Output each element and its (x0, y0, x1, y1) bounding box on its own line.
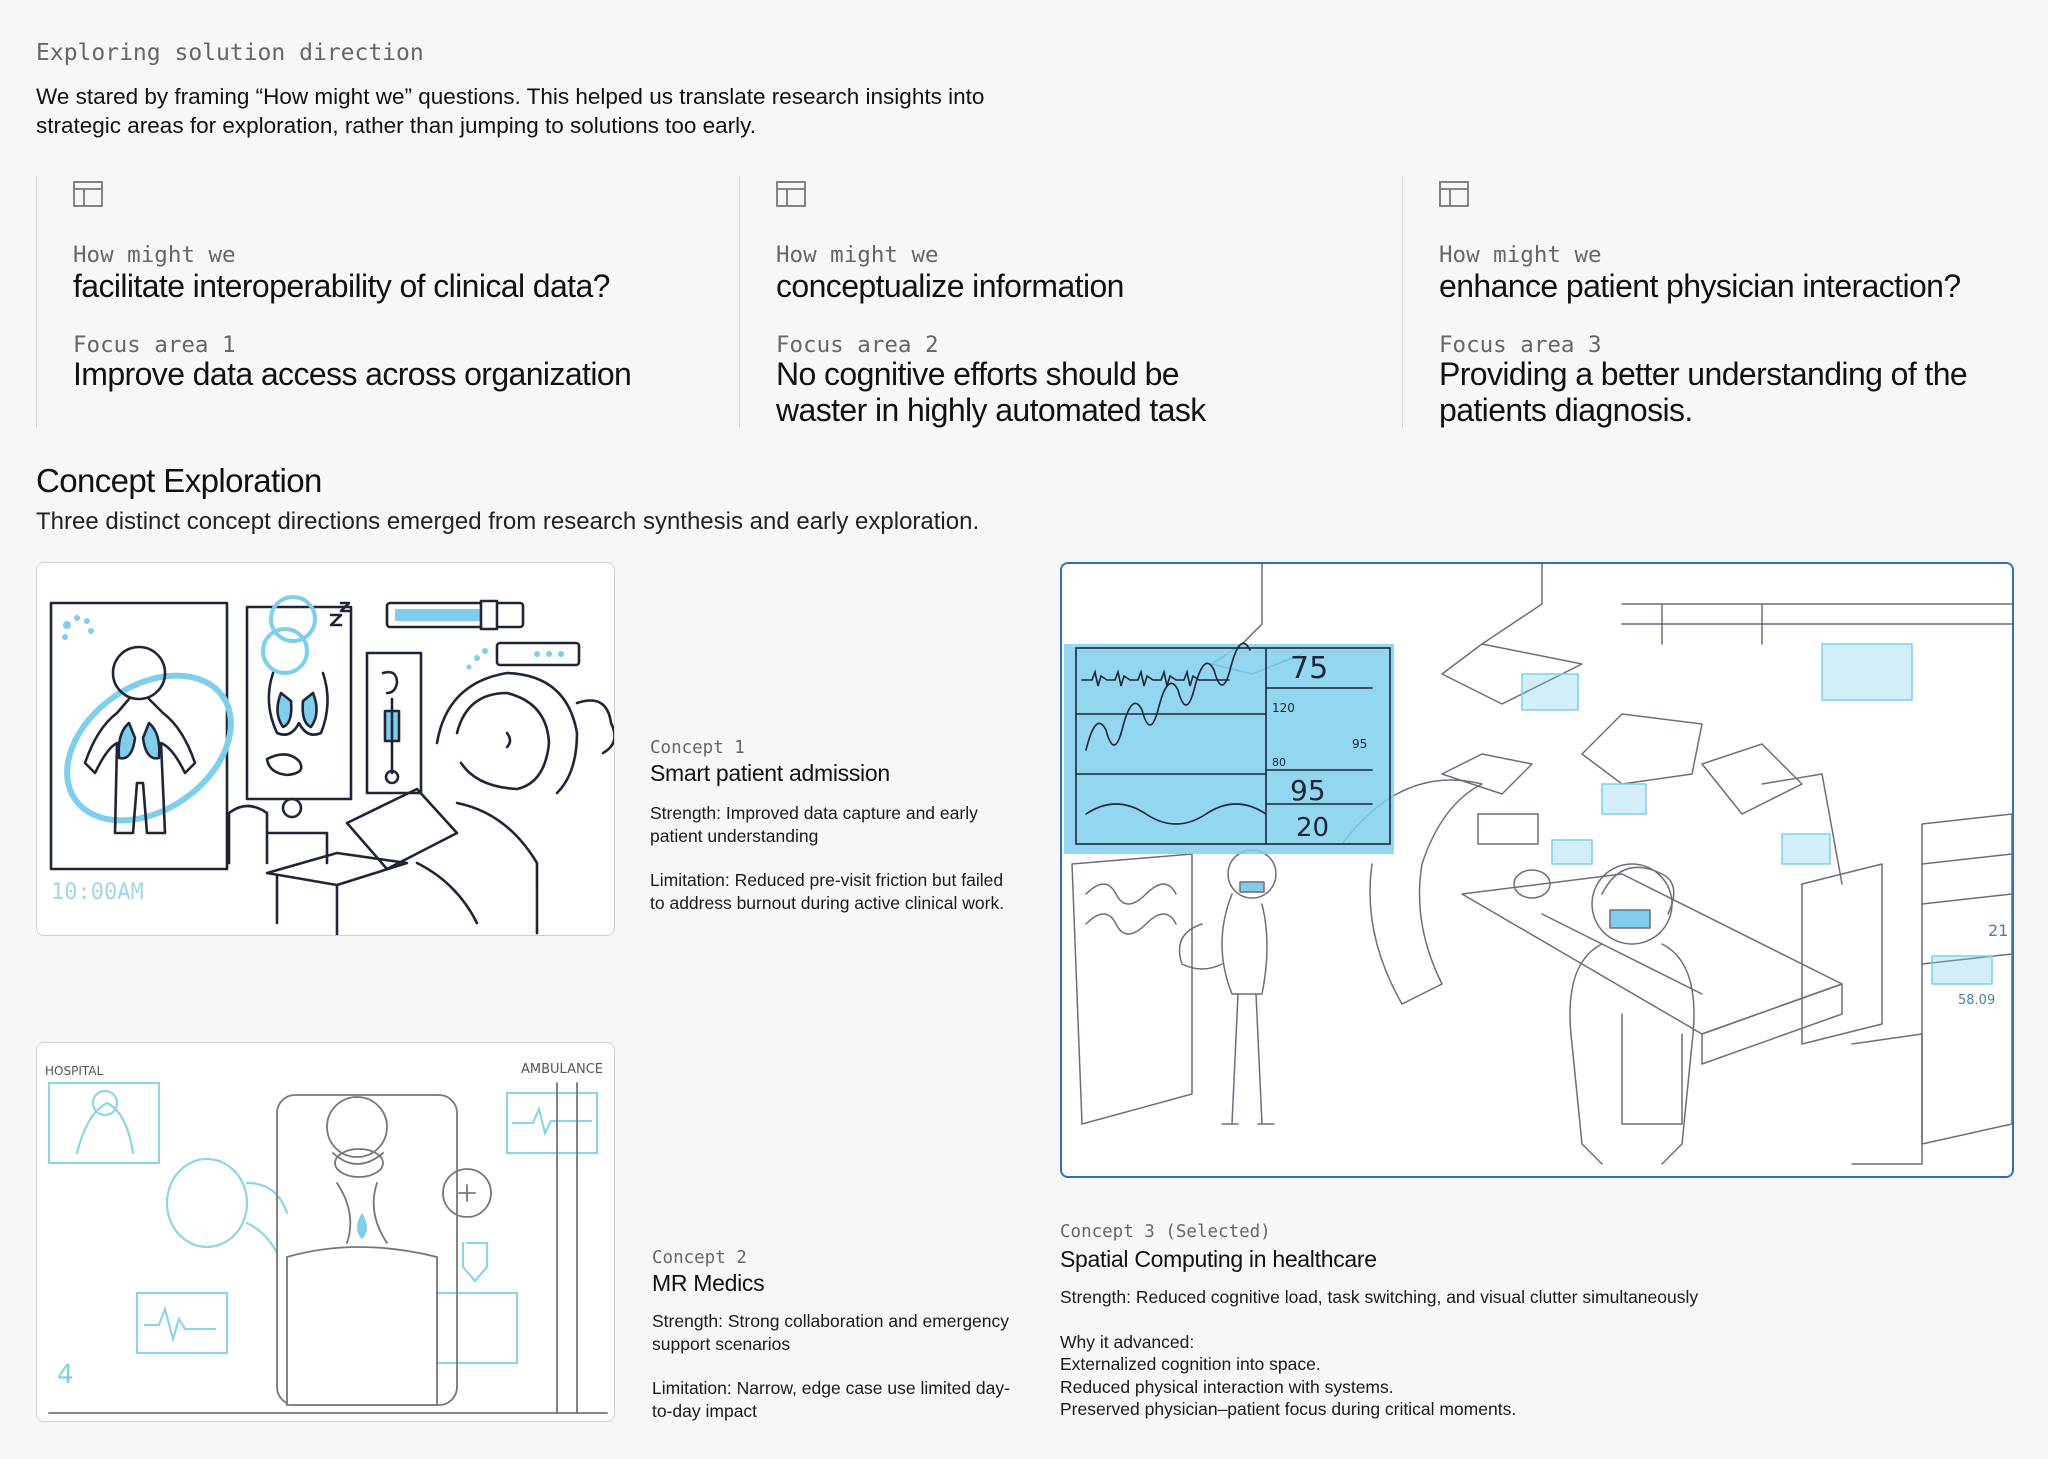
concept-why-title: Why it advanced: (1060, 1331, 1195, 1352)
vital-oxygen: 95 (1290, 774, 1326, 807)
concept-label: Concept 2 (652, 1248, 747, 1268)
concept-why-item: Externalized cognition into space. (1060, 1354, 1321, 1374)
concept-1-sketch (36, 562, 615, 936)
hmw-label: How might we (776, 242, 939, 268)
intro-paragraph: We stared by framing “How might we” questions. This helped us translate research insights into strategic areas for exploration, rather than jumping to solutions too early. (36, 84, 985, 138)
focus-area-text: Improve data access across organization (73, 356, 632, 392)
focus-area-text: No cognitive efforts should be waster in highly automated task (776, 356, 1206, 428)
concept-name: MR Medics (652, 1270, 765, 1296)
vital-diastolic: 80 (1272, 756, 1286, 769)
focus-area-label: Focus area 2 (776, 332, 939, 358)
concept-limitation: Limitation: Narrow, edge case use limited day-to-day impact (652, 1378, 1010, 1421)
hmw-label: How might we (73, 242, 236, 268)
hmw-column-2 (739, 176, 1399, 428)
concept-2-sketch (36, 1042, 615, 1422)
hmw-column-3 (1402, 176, 2022, 428)
concept-strength: Strength: Reduced cognitive load, task switching, and visual clutter simultaneously (1060, 1287, 1699, 1307)
focus-area-label: Focus area 3 (1439, 332, 1602, 358)
concept-name: Smart patient admission (650, 760, 890, 786)
section-subtitle: Three distinct concept directions emerged from research synthesis and early exploration. (36, 508, 980, 535)
sketch-hospital-label: HOSPITAL (45, 1064, 104, 1078)
layout-icon (1439, 181, 1469, 212)
sketch-ambulance-label: AMBULANCE (521, 1062, 603, 1077)
vital-heart-rate: 75 (1290, 651, 1329, 686)
focus-area-label: Focus area 1 (73, 332, 236, 358)
concept-description (1060, 1286, 1960, 1421)
vital-oxygen-small: 95 (1352, 737, 1368, 751)
sketch-panel-number: 4 (57, 1360, 74, 1390)
layout-icon (73, 181, 103, 212)
layout-icon (776, 181, 806, 212)
concept-strength: Strength: Strong collaboration and emergency support scenarios (652, 1311, 1010, 1354)
concept-3-sketch (1060, 562, 2014, 1178)
hmw-column-1 (36, 176, 736, 428)
concept-description (652, 1310, 1012, 1422)
sketch-time-label: 10:00AM (51, 880, 144, 905)
focus-area-text: Providing a better understanding of the patients diagnosis. (1439, 356, 1968, 428)
concept-limitation: Limitation: Reduced pre-visit friction but failed to address burnout during active clinical work. (650, 870, 1005, 913)
device-readout-small: 21 (1988, 921, 2009, 940)
vital-respiration: 20 (1296, 813, 1330, 843)
concept-label: Concept 3 (Selected) (1060, 1222, 1271, 1242)
hmw-question: facilitate interoperability of clinical data? (73, 268, 610, 304)
device-readout: 58.09 (1958, 993, 1996, 1008)
concept-strength: Strength: Improved data capture and early patient understanding (650, 803, 978, 846)
concept-why-item: Reduced physical interaction with systems. (1060, 1376, 1394, 1397)
hmw-question: conceptualize information (776, 268, 1124, 304)
hmw-question: enhance patient physician interaction? (1439, 268, 1961, 304)
concept-label: Concept 1 (650, 738, 745, 758)
concept-name: Spatial Computing in healthcare (1060, 1246, 1377, 1272)
concept-why-item: Preserved physician–patient focus during critical moments. (1060, 1399, 1517, 1419)
concept-description (650, 802, 1020, 914)
hmw-label: How might we (1439, 242, 1602, 268)
section-eyebrow: Exploring solution direction (36, 40, 424, 66)
section-title: Concept Exploration (36, 462, 322, 499)
vital-systolic: 120 (1272, 701, 1295, 715)
